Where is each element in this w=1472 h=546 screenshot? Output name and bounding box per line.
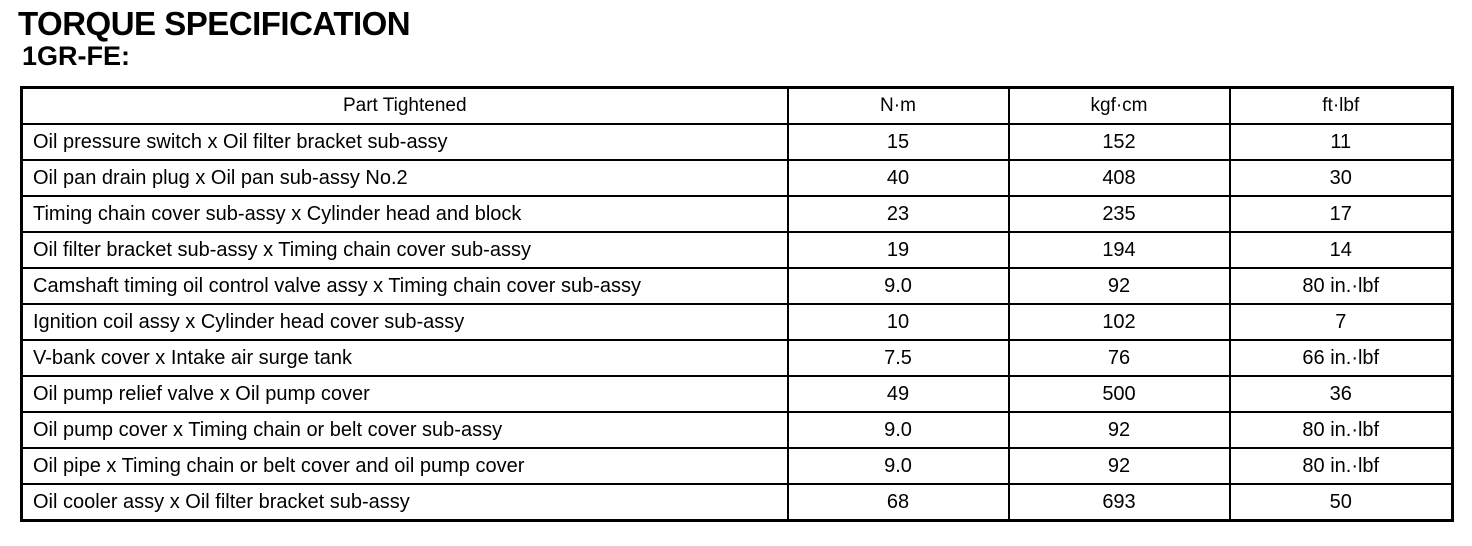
kgfcm-cell: 408	[1009, 160, 1230, 196]
nm-cell: 49	[788, 376, 1009, 412]
ftlbf-cell: 36	[1230, 376, 1453, 412]
nm-cell: 19	[788, 232, 1009, 268]
table-row	[22, 268, 1453, 304]
ftlbf-cell: 7	[1230, 304, 1453, 340]
nm-cell: 9.0	[788, 412, 1009, 448]
table-row	[22, 160, 1453, 196]
part-cell: V-bank cover x Intake air surge tank	[22, 340, 788, 376]
column-header-kgfcm: kgf·cm	[1009, 88, 1230, 125]
part-cell: Oil cooler assy x Oil filter bracket sub-assy	[22, 484, 788, 521]
kgfcm-cell: 92	[1009, 412, 1230, 448]
part-cell: Oil pan drain plug x Oil pan sub-assy No.2	[22, 160, 788, 196]
table-row	[22, 232, 1453, 268]
column-header-ftlbf: ft·lbf	[1230, 88, 1453, 125]
part-cell: Oil filter bracket sub-assy x Timing chain cover sub-assy	[22, 232, 788, 268]
ftlbf-cell: 14	[1230, 232, 1453, 268]
page-title: TORQUE SPECIFICATION	[18, 5, 411, 42]
ftlbf-cell: 17	[1230, 196, 1453, 232]
nm-cell: 10	[788, 304, 1009, 340]
table-row	[22, 340, 1453, 376]
part-cell: Oil pump cover x Timing chain or belt cover sub-assy	[22, 412, 788, 448]
column-header-nm: N·m	[788, 88, 1009, 125]
ftlbf-cell: 80 in.·lbf	[1230, 412, 1453, 448]
ftlbf-cell: 80 in.·lbf	[1230, 448, 1453, 484]
table-row	[22, 376, 1453, 412]
nm-cell: 9.0	[788, 268, 1009, 304]
part-cell: Oil pipe x Timing chain or belt cover and oil pump cover	[22, 448, 788, 484]
nm-cell: 68	[788, 484, 1009, 521]
kgfcm-cell: 500	[1009, 376, 1230, 412]
nm-cell: 9.0	[788, 448, 1009, 484]
kgfcm-cell: 76	[1009, 340, 1230, 376]
nm-cell: 40	[788, 160, 1009, 196]
table-header-row	[22, 88, 1453, 125]
table-row	[22, 304, 1453, 340]
engine-code-subtitle: 1GR-FE:	[22, 41, 130, 71]
kgfcm-cell: 152	[1009, 124, 1230, 160]
ftlbf-cell: 30	[1230, 160, 1453, 196]
table-row	[22, 412, 1453, 448]
kgfcm-cell: 92	[1009, 268, 1230, 304]
part-cell: Ignition coil assy x Cylinder head cover sub-assy	[22, 304, 788, 340]
table-row	[22, 124, 1453, 160]
part-cell: Timing chain cover sub-assy x Cylinder head and block	[22, 196, 788, 232]
nm-cell: 23	[788, 196, 1009, 232]
column-header-part: Part Tightened	[22, 88, 788, 125]
kgfcm-cell: 194	[1009, 232, 1230, 268]
table-row	[22, 448, 1453, 484]
part-cell: Camshaft timing oil control valve assy x Timing chain cover sub-assy	[22, 268, 788, 304]
kgfcm-cell: 92	[1009, 448, 1230, 484]
table-row	[22, 196, 1453, 232]
table-row	[22, 484, 1453, 521]
torque-spec-table	[20, 86, 1454, 522]
nm-cell: 7.5	[788, 340, 1009, 376]
ftlbf-cell: 50	[1230, 484, 1453, 521]
nm-cell: 15	[788, 124, 1009, 160]
part-cell: Oil pump relief valve x Oil pump cover	[22, 376, 788, 412]
kgfcm-cell: 693	[1009, 484, 1230, 521]
part-cell: Oil pressure switch x Oil filter bracket sub-assy	[22, 124, 788, 160]
ftlbf-cell: 11	[1230, 124, 1453, 160]
kgfcm-cell: 102	[1009, 304, 1230, 340]
ftlbf-cell: 80 in.·lbf	[1230, 268, 1453, 304]
kgfcm-cell: 235	[1009, 196, 1230, 232]
ftlbf-cell: 66 in.·lbf	[1230, 340, 1453, 376]
